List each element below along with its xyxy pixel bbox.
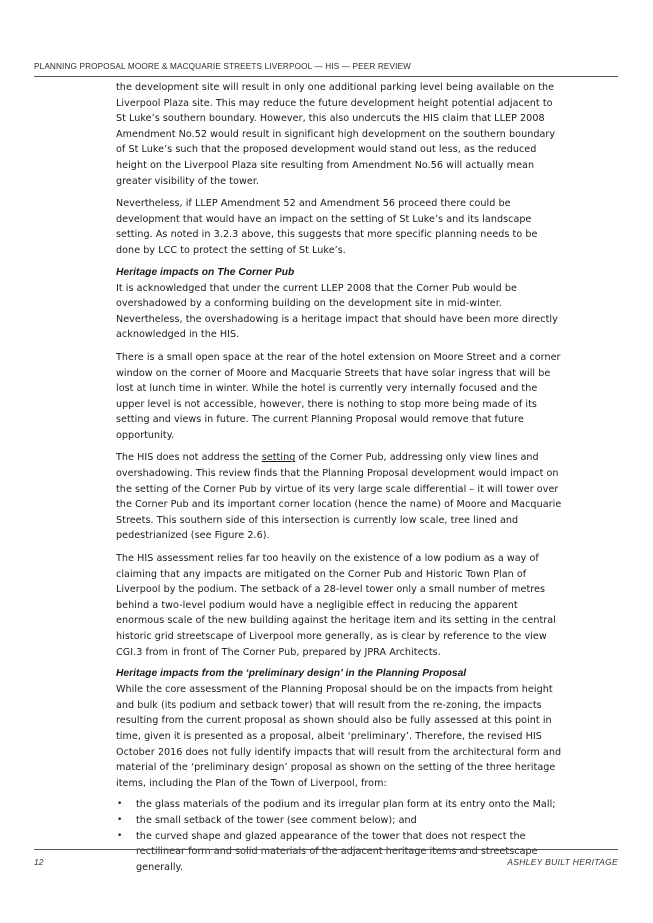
paragraph-1: the development site will result in only one additional parking level being available on the Liverpool Plaza site. This may reduce the future development height potential adjacent to St Luke’s southern boundary. However, this also undercuts the HIS claim that LLEP 2008 Amendment No.52 would result in significant high development on the southern boundary of St Luke’s such that the proposed development would stand out less, as the reduced height on the Liverpool Plaza site resulting from Amendment No.56 will actually mean greater visibility of the tower.	[116, 82, 556, 187]
impact-bullet-list	[116, 797, 562, 875]
list-item	[116, 829, 562, 876]
bullet-icon: •	[117, 814, 123, 825]
paragraph-6: The HIS assessment relies far too heavily on the existence of a low podium as a way of claiming that any impacts are mitigated on the Corner Pub and Historic Town Plan of Liverpool by the podium. The setback of a 28-level tower only a small number of metres behind a two-level podium would have a negligible effect in reducing the apparent enormous scale of the new building against the heritage item and its setting in the central historic grid streetscape of Liverpool more generally, as is clear by reference to the view CGI.3 from in front of The Corner Pub, prepared by JPRA Architects.	[116, 553, 556, 658]
section-heading-corner-pub: Heritage impacts on The Corner Pub	[116, 266, 295, 278]
list-item-text: the glass materials of the podium and its irregular plan form at its entry onto the Mall;	[136, 799, 556, 811]
section-heading-preliminary-design: Heritage impacts from the ‘preliminary design’ in the Planning Proposal	[116, 668, 467, 680]
paragraph-5-end: of the Corner Pub, addressing only view lines and overshadowing. This review finds that the Planning Proposal development would impact on the setting of the Corner Pub by virtue of its very large scale differential – it will tower over the Corner Pub and its important corner location (hence the name) of Moore and Macquarie Streets. This southern side of this intersection is currently low scale, tree lined and pedestrianized (see Figure 2.6).	[116, 452, 562, 542]
list-item-text: the curved shape and glazed appearance of the tower that does not respect the rectilinear form and solid materials of the adjacent heritage items and streetscape generally.	[136, 830, 538, 873]
paragraph-4: There is a small open space at the rear of the hotel extension on Moore Street and a corner window on the corner of Moore and Macquarie Streets that have solar ingress that will be lost at lunch time in winter. While the hotel is currently very internally focused and the upper level is not accessible, however, there is nothing to stop more being made of its setting and views in future. The current Planning Proposal would remove that future opportunity.	[116, 351, 561, 441]
bullet-icon: •	[117, 830, 123, 841]
paragraph-7: While the core assessment of the Planning Proposal should be on the impacts from height and bulk (its podium and setback tower) that will result from the re-zoning, the impacts resulting from the current proposal as shown should also be fully assessed at this point in time, given it is presented as a proposal, albeit ‘preliminary’. Therefore, the revised HIS October 2016 does not fully identify impacts that will result from the architectural form and material of the ‘preliminary design’ proposal as shown on the setting of the three heritage items, including the Plan of the Town of Liverpool, from:	[116, 684, 562, 789]
list-item	[116, 797, 562, 813]
paragraph-5-start: The HIS does not address the	[116, 452, 262, 464]
running-header: PLANNING PROPOSAL MOORE & MACQUARIE STREETS LIVERPOOL — HIS — PEER REVIEW	[34, 62, 412, 71]
footer-organisation: ASHLEY BUILT HERITAGE	[507, 857, 618, 867]
document-body	[116, 80, 562, 875]
footer-divider	[34, 849, 618, 850]
paragraph-5	[116, 450, 562, 544]
list-item-text: the small setback of the tower (see comment below); and	[136, 814, 417, 826]
header-divider	[34, 76, 618, 77]
page-number: 12	[34, 857, 44, 867]
list-item	[116, 813, 562, 829]
underlined-word-setting: setting	[261, 452, 296, 464]
bullet-icon: •	[117, 799, 123, 810]
paragraph-2: Nevertheless, if LLEP Amendment 52 and Amendment 56 proceed there could be development that would have an impact on the setting of St Luke’s and its landscape setting. As noted in 3.2.3 above, this suggests that more specific planning needs to be done by LCC to protect the setting of St Luke’s.	[116, 198, 538, 256]
paragraph-3: It is acknowledged that under the current LLEP 2008 that the Corner Pub would be overshadowed by a conforming building on the development site in mid-winter. Nevertheless, the overshadowing is a heritage impact that should have been more directly acknowledged in the HIS.	[116, 282, 558, 341]
